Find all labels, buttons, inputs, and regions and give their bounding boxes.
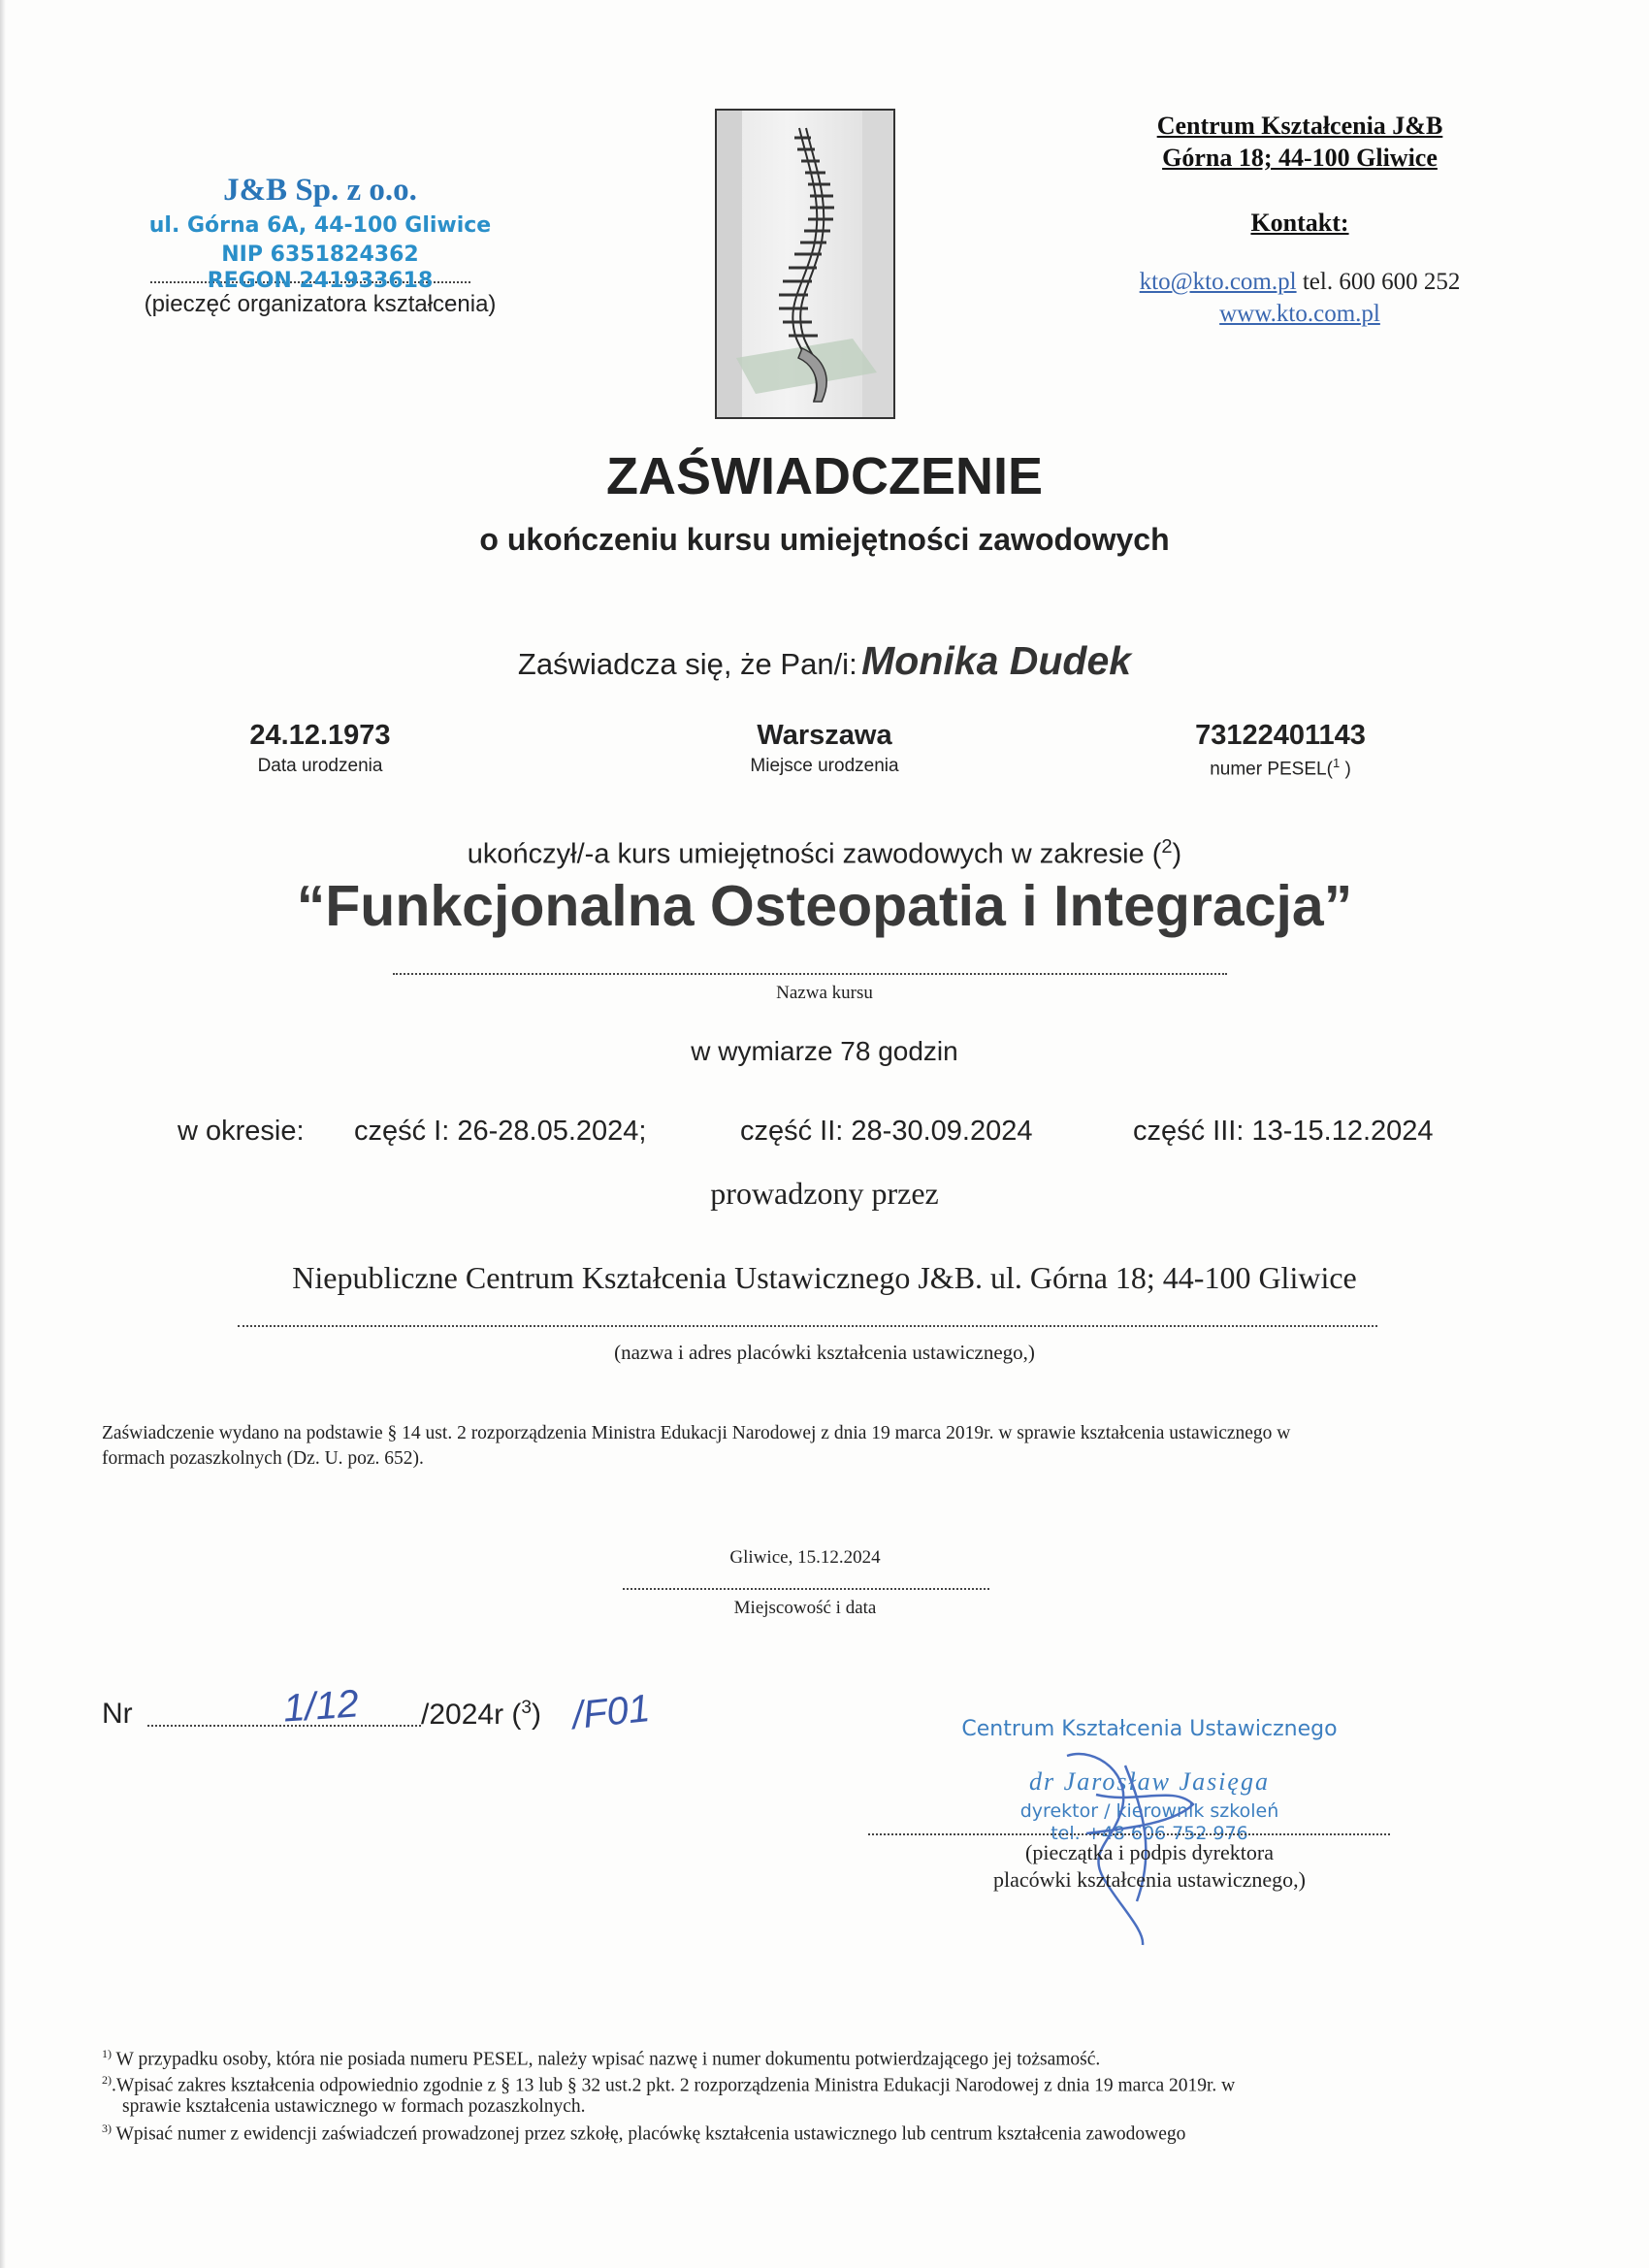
signature-stamp-line3: dyrektor / kierownik szkoleń xyxy=(1019,1800,1279,1822)
certifies-line xyxy=(0,638,1649,684)
spine-image xyxy=(715,109,895,419)
completed-line xyxy=(0,836,1649,871)
document-title: ZAŚWIADCZENIE xyxy=(606,447,1043,505)
footnote-3 xyxy=(102,2122,1557,2146)
stamp-nip: NIP 6351824362 xyxy=(221,243,419,267)
conducted-by: prowadzony przez xyxy=(710,1176,939,1211)
email-link[interactable]: kto@kto.com.pl xyxy=(1139,269,1297,295)
footnote-2 xyxy=(102,2073,1557,2097)
birth-place-value: Warszawa xyxy=(757,720,892,751)
footnote-1-marker: 1) xyxy=(102,2047,112,2060)
number-footnote-ref: 3 xyxy=(521,1698,532,1718)
stamp-company-name: J&B Sp. z o.o. xyxy=(223,173,417,208)
stamp-regon: REGON 241933618 xyxy=(207,269,434,293)
scan-left-edge xyxy=(0,0,6,2268)
footnote-3-text: Wpisać numer z ewidencji zaświadczeń prowadzonej przez szkołę, placówkę kształcenia ustawicznego lub centrum kształcenia zawodowego xyxy=(112,2123,1186,2145)
institution-label: (nazwa i adres placówki kształcenia ustawicznego,) xyxy=(614,1341,1035,1364)
stamp-address: ul. Górna 6A, 44-100 Gliwice xyxy=(148,213,492,238)
phone-text: tel. 600 600 252 xyxy=(1302,269,1461,295)
course-label: Nazwa kursu xyxy=(776,983,873,1003)
signature-stamp-line2: dr Jarosław Jasięga xyxy=(1029,1767,1270,1796)
period-part1: część I: 26-28.05.2024; xyxy=(354,1116,647,1147)
institution-dotted-line xyxy=(238,1325,1377,1327)
legal-basis-line2: formach pozaszkolnych (Dz. U. poz. 652). xyxy=(102,1448,424,1469)
course-name: “Funkcjonalna Osteopatia i Integracja” xyxy=(296,874,1353,938)
legal-basis-line1: Zaświadczenie wydano na podstawie § 14 ust. 2 rozporządzenia Ministra Edukacji Narodowej z dnia 19 marca 2019r. w sprawie kształcenia ustawicznego w xyxy=(102,1423,1291,1443)
person-name: Monika Dudek xyxy=(861,638,1132,683)
place-date-dotted-line xyxy=(623,1588,989,1590)
footnote-2-text-a: .Wpisać zakres kształcenia odpowiednio zgodnie z § 13 lub § 32 ust.2 pkt. 2 rozporządzenia Ministra Edukacji Narodowej z dnia 19 marca 2019r. w xyxy=(112,2075,1236,2096)
period-label: w okresie: xyxy=(178,1116,305,1147)
signature-caption-2: placówki kształcenia ustawicznego,) xyxy=(993,1867,1306,1892)
completed-close: ) xyxy=(1172,838,1182,870)
birth-date-value: 24.12.1973 xyxy=(249,720,391,751)
website-link[interactable]: www.kto.com.pl xyxy=(1219,301,1380,327)
number-handwritten-code: /F01 xyxy=(569,1686,653,1738)
completed-text: ukończył/-a kurs umiejętności zawodowych w zakresie ( xyxy=(467,838,1162,870)
period-part3: część III: 13-15.12.2024 xyxy=(1133,1116,1434,1147)
birth-date-label: Data urodzenia xyxy=(257,756,383,776)
course-dotted-line xyxy=(393,973,1227,975)
header-contact-label: Kontakt: xyxy=(1250,209,1349,237)
number-close: ) xyxy=(531,1699,541,1731)
number-suffix: /2024r ( xyxy=(421,1699,522,1731)
institution-name: Niepubliczne Centrum Kształcenia Ustawicznego J&B. ul. Górna 18; 44-100 Gliwice xyxy=(292,1260,1357,1295)
place-date-label: Miejscowość i data xyxy=(733,1598,877,1618)
header-center-address: Górna 18; 44-100 Gliwice xyxy=(1162,144,1438,172)
period-part2: część II: 28-30.09.2024 xyxy=(740,1116,1033,1147)
pesel-label-close: ) xyxy=(1340,759,1351,780)
certifies-prefix: Zaświadcza się, że Pan/i: xyxy=(517,647,857,681)
header-center-name: Centrum Kształcenia J&B xyxy=(1156,112,1443,140)
header-contact-line xyxy=(1067,269,1533,296)
footnote-1 xyxy=(102,2047,1557,2071)
birth-place-label: Miejsce urodzenia xyxy=(750,756,899,776)
pesel-label: numer PESEL( xyxy=(1210,759,1333,780)
place-date: Gliwice, 15.12.2024 xyxy=(729,1547,881,1568)
number-handwritten: 1/12 xyxy=(281,1682,361,1731)
pesel-value: 73122401143 xyxy=(1195,720,1366,751)
pesel-footnote-ref: 1 xyxy=(1332,756,1341,770)
spine-icon xyxy=(717,111,893,417)
signature-caption-1: (pieczątka i podpis dyrektora xyxy=(1025,1840,1274,1864)
footnote-2-text-b: sprawie kształcenia ustawicznego w formach pozaszkolnych. xyxy=(122,2096,586,2117)
number-prefix: Nr xyxy=(102,1698,133,1730)
document-subtitle: o ukończeniu kursu umiejętności zawodowych xyxy=(479,522,1170,557)
footnote-2-marker: 2) xyxy=(102,2073,112,2087)
footnote-3-marker: 3) xyxy=(102,2122,112,2135)
footnote-1-text: W przypadku osoby, która nie posiada numeru PESEL, należy wpisać nazwę i numer dokumentu potwierdzającego jej tożsamość. xyxy=(112,2049,1101,2070)
stamp-caption: (pieczęć organizatora kształcenia) xyxy=(144,291,497,317)
completed-footnote-ref: 2 xyxy=(1161,836,1173,858)
signature-stamp-line1: Centrum Kształcenia Ustawicznego xyxy=(961,1717,1338,1741)
signature-stamp-line4: tel. +48 606 752 976 xyxy=(1051,1823,1248,1844)
course-hours: w wymiarze 78 godzin xyxy=(691,1036,958,1066)
number-suffix-line xyxy=(421,1698,541,1732)
header-website-line xyxy=(1067,301,1533,328)
pesel-label-line xyxy=(1135,756,1426,780)
